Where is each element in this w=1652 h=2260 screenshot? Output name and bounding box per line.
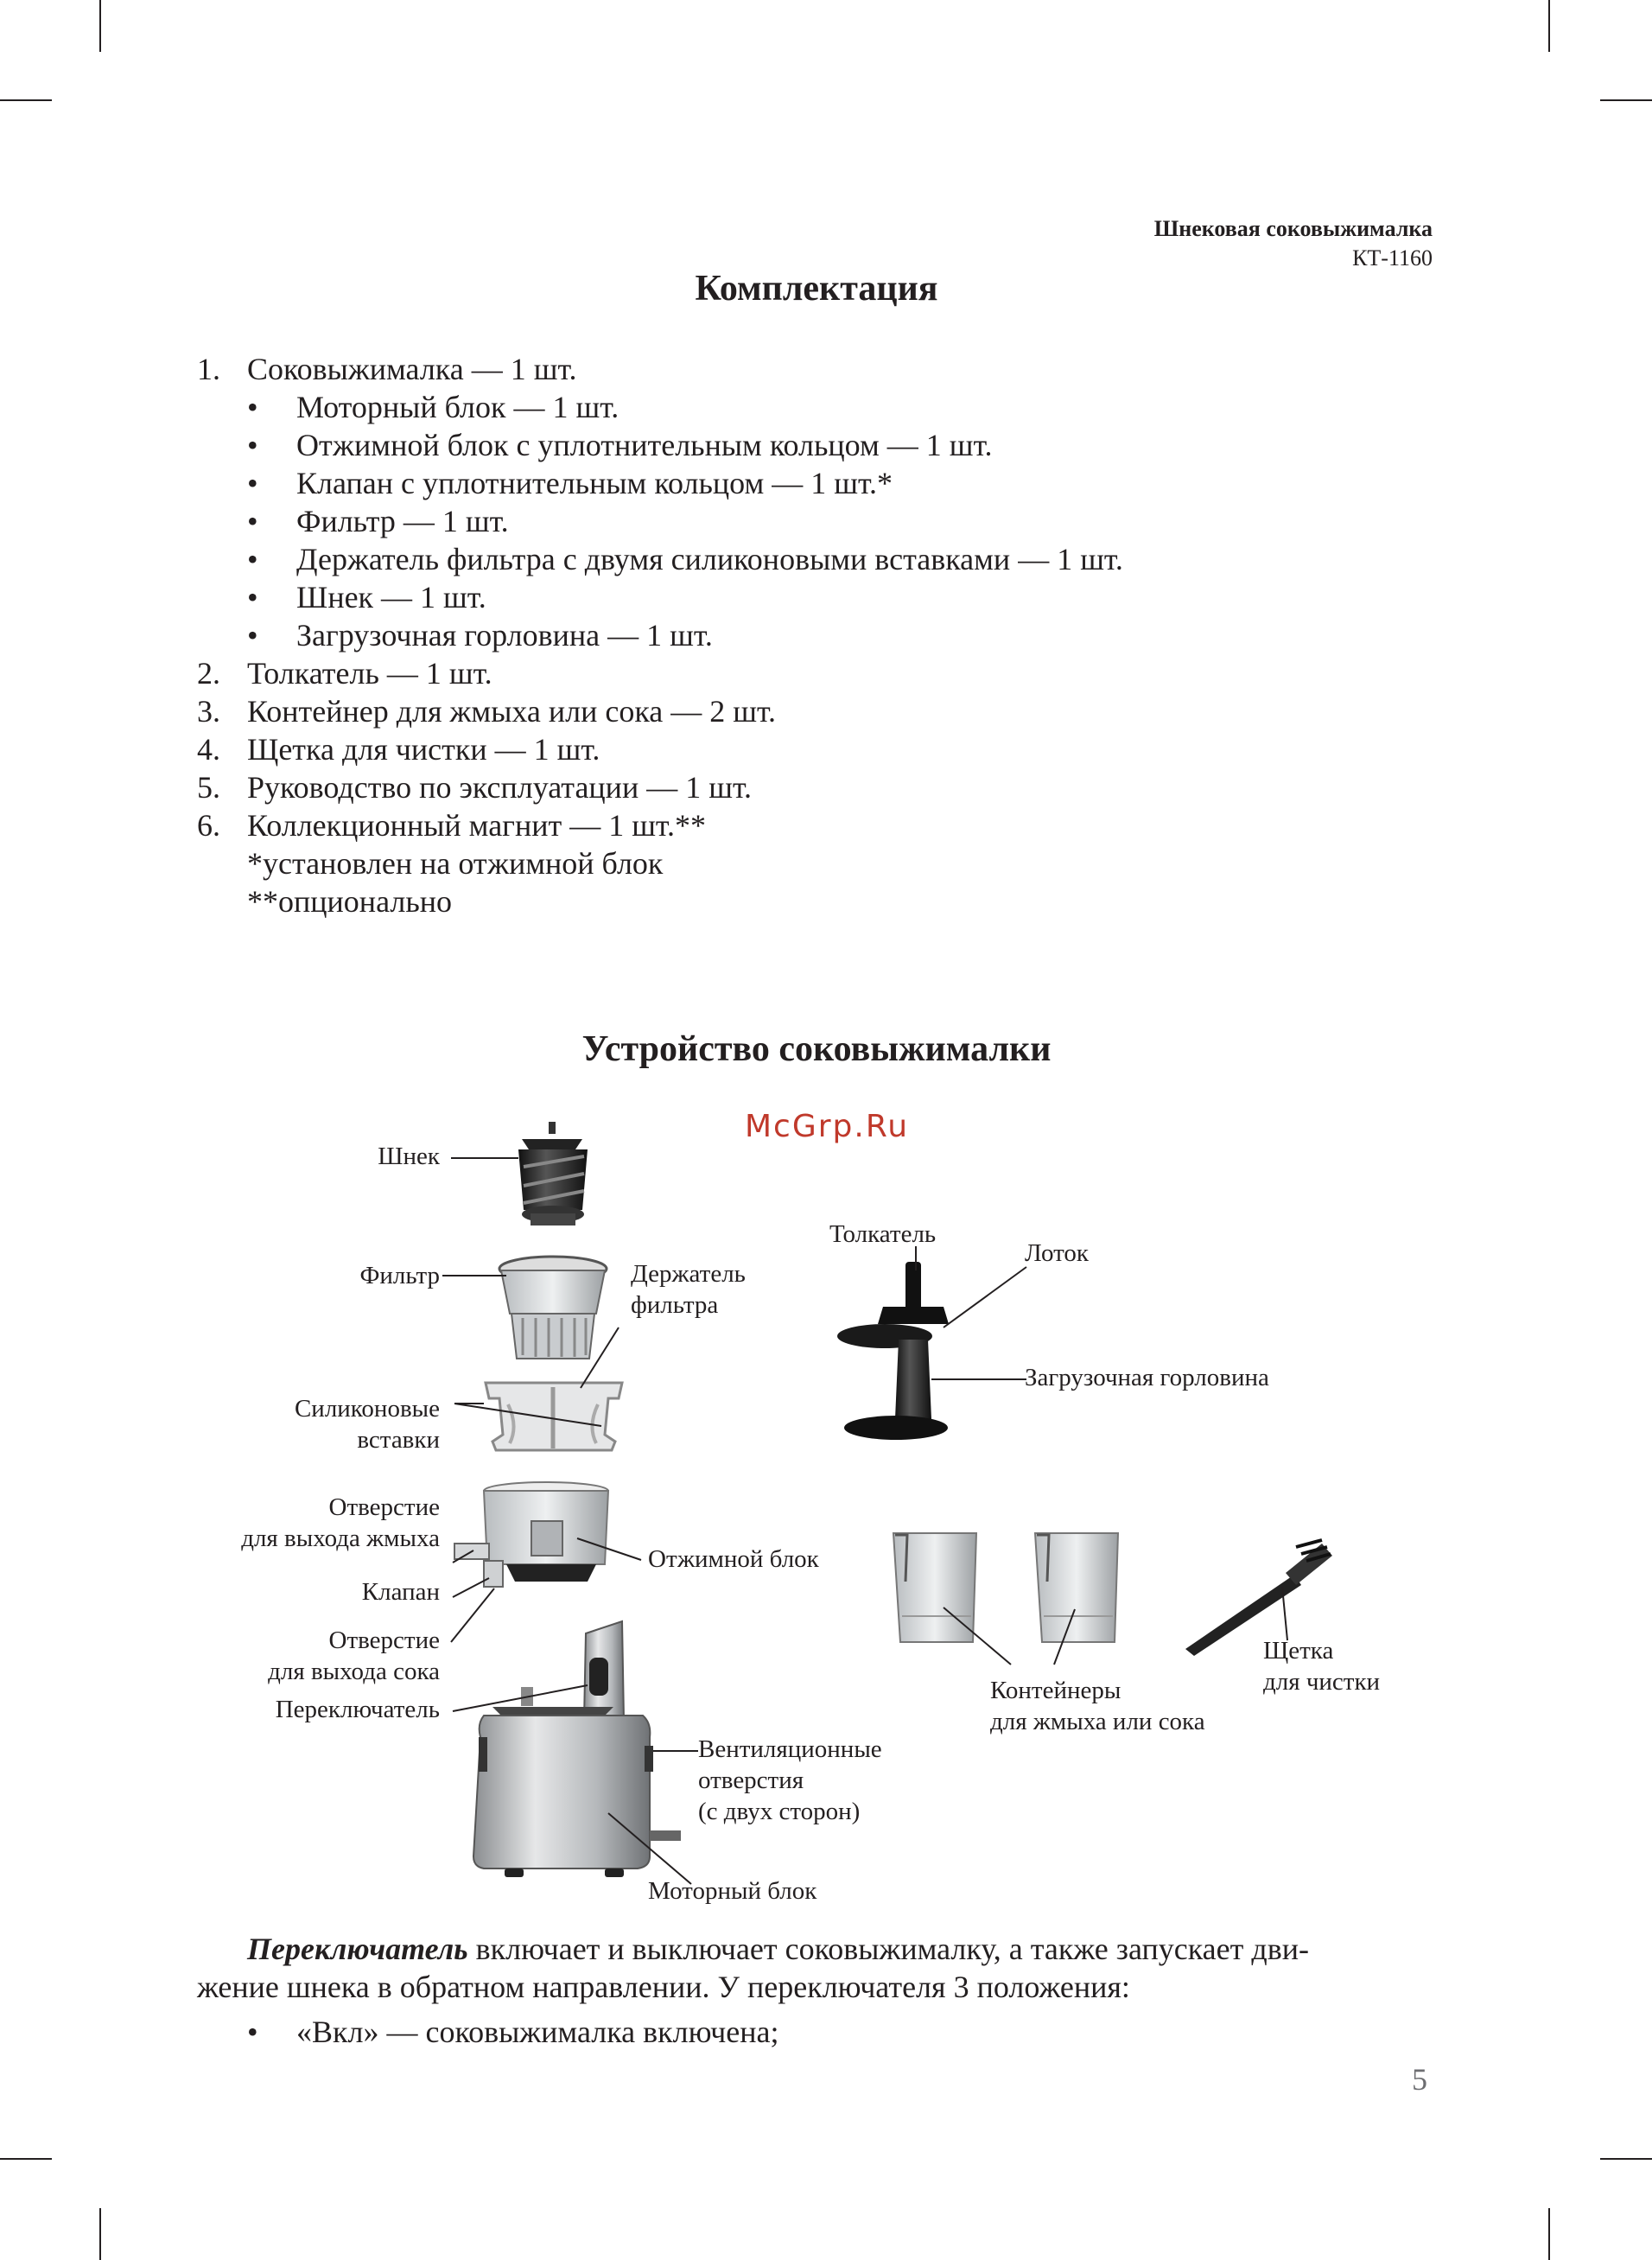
switch-term: Переключатель <box>247 1932 468 1966</box>
label-valve: Клапан <box>361 1578 440 1606</box>
label-pusher: Толкатель <box>829 1220 937 1248</box>
watermark: McGrp.Ru <box>745 1109 910 1144</box>
label-silicone-inserts: Силиконовые вставки <box>294 1395 440 1454</box>
filter-drawing <box>499 1257 607 1359</box>
label-squeeze-block: Отжимной блок <box>648 1545 819 1573</box>
section-title-device: Устройство соковыжималки <box>581 1029 1052 1069</box>
label-pulp-outlet: Отверстие для выхода жмыха <box>241 1493 440 1552</box>
header-title: Шнековая соковыжималка <box>1153 216 1433 241</box>
label-switch: Переключатель <box>275 1696 440 1723</box>
switch-description <box>197 1930 1431 2006</box>
label-chute: Загрузочная горловина <box>1025 1364 1269 1391</box>
label-filter-holder: Держатель фильтра <box>631 1260 746 1319</box>
label-auger: Шнек <box>378 1143 440 1170</box>
containers-drawing <box>893 1533 1118 1642</box>
paragraph-line2: жение шнека в обратном направлении. У переключателя 3 положения: <box>197 1970 1130 2004</box>
squeeze-block-drawing <box>454 1482 608 1587</box>
auger-drawing <box>518 1122 588 1225</box>
label-brush: Щетка для чистки <box>1263 1637 1381 1696</box>
label-filter: Фильтр <box>359 1262 440 1289</box>
label-containers: Контейнеры для жмыха или сока <box>990 1677 1205 1735</box>
filter-holder-drawing <box>486 1383 622 1450</box>
chute-drawing <box>837 1262 949 1440</box>
motor-block-drawing <box>473 1621 681 1877</box>
label-motor-block: Моторный блок <box>648 1877 817 1905</box>
label-juice-outlet: Отверстие для выхода сока <box>268 1627 440 1685</box>
header-model: КТ-1160 <box>1352 245 1433 271</box>
paragraph-line1: включает и выключает соковыжималку, а также запускает дви- <box>467 1932 1309 1966</box>
section-title-contents: Комплектация <box>695 269 938 309</box>
page-number: 5 <box>1412 2062 1427 2097</box>
label-vents: Вентиляционные отверстия (с двух сторон) <box>698 1735 882 1825</box>
label-tray: Лоток <box>1025 1239 1089 1267</box>
